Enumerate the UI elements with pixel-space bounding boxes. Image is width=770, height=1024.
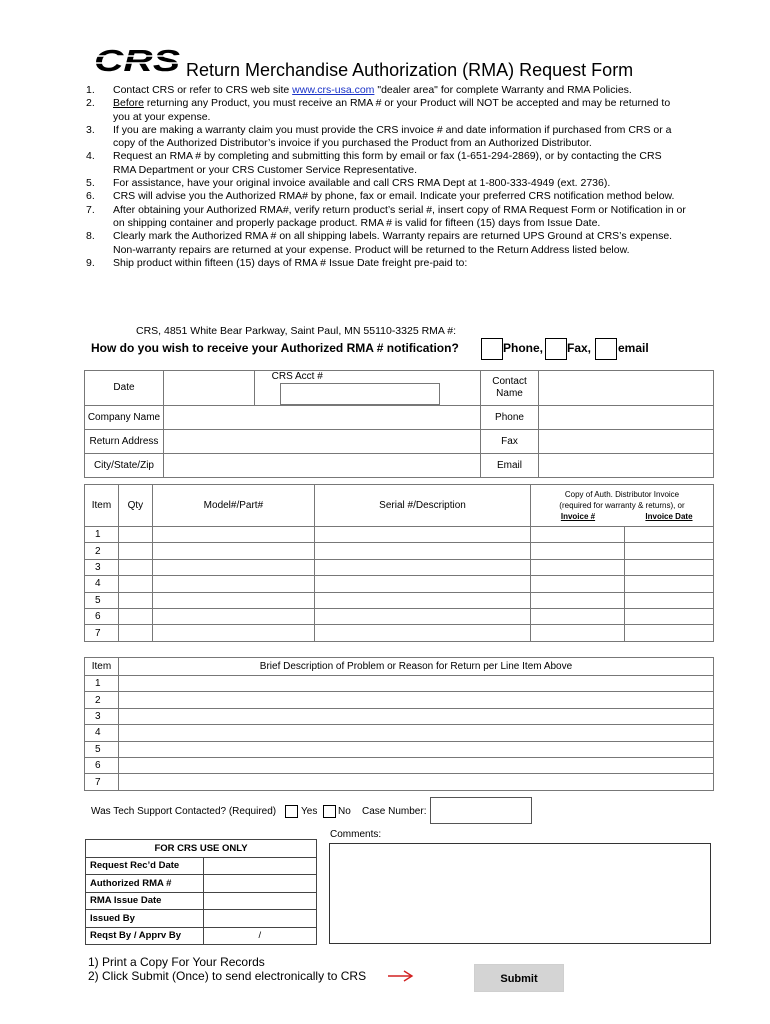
problem-item-number: 7 <box>85 774 119 790</box>
arrow-right-icon <box>388 970 414 982</box>
crs-field-input[interactable] <box>203 910 316 928</box>
fax-label: Fax <box>480 430 539 454</box>
contact-info-table <box>84 370 714 478</box>
invoice-date-input[interactable] <box>625 559 714 575</box>
submit-button[interactable]: Submit <box>474 964 564 992</box>
instruction-item: 7. After obtaining your Authorized RMA#, verify return product’s serial #, insert copy of RMA Request Form or Notification in or on shipping container and properly package product. RMA # is valid for fifteen (15) days from Issue Date. <box>86 203 686 229</box>
contact-name-label: Contact Name <box>480 371 539 406</box>
crs-acct-label: CRS Acct # <box>271 371 323 382</box>
item-number: 1 <box>85 527 119 543</box>
tech-support-no-checkbox[interactable] <box>323 805 336 818</box>
date-label: Date <box>85 371 164 406</box>
problem-description-input[interactable] <box>118 725 713 741</box>
crs-field-label: RMA Issue Date <box>86 892 204 910</box>
instruction-item: 3. If you are making a warranty claim you must provide the CRS invoice # and date information if purchased from CRS or a copy of the Authorized Distributor’s invoice if you purchased the Product from an Authorized Distributor. <box>86 123 672 150</box>
problem-description-input[interactable] <box>118 708 713 724</box>
crs-field-input[interactable]: / <box>203 927 316 945</box>
problem-description-input[interactable] <box>118 692 713 708</box>
qty-input[interactable] <box>118 608 152 624</box>
instruction-item: 1. Contact CRS or refer to CRS web site www.crs-usa.com "dealer area" for complete Warranty and RMA Policies. <box>86 84 632 96</box>
company-name-input[interactable] <box>163 406 480 430</box>
invoice-date-header: Invoice Date <box>645 512 693 521</box>
item-number: 2 <box>85 543 119 559</box>
case-number-label: Case Number: <box>362 806 427 817</box>
invoice-copy-header <box>530 485 713 527</box>
instruction-item: 8. Clearly mark the Authorized RMA # on all shipping labels. Warranty repairs are returned UPS Ground at CRS’s expense. Non-warranty repairs are returned at your expense. Product will be returned to the Return Address listed below. <box>86 230 673 256</box>
tech-support-yes-label: Yes <box>301 806 318 817</box>
crs-field-label: Authorized RMA # <box>86 875 204 893</box>
crs-field-label: Request Rec’d Date <box>86 857 204 875</box>
instruction-item: 6. CRS will advise you the Authorized RMA# by phone, fax or email. Indicate your preferred CRS notification method below. <box>86 190 675 203</box>
invoice-date-input[interactable] <box>625 608 714 624</box>
problem-table <box>84 657 714 791</box>
city-state-zip-label: City/State/Zip <box>85 454 164 478</box>
item-number: 6 <box>85 608 119 624</box>
serial-input[interactable] <box>315 559 531 575</box>
invoice-copy-title: Copy of Auth. Distributor Invoice <box>564 490 680 499</box>
item-number: 3 <box>85 559 119 575</box>
return-address-label: Return Address <box>85 430 164 454</box>
email-input[interactable] <box>539 454 714 478</box>
crs-field-label: Reqst By / Apprv By <box>86 927 204 945</box>
invoice-date-input[interactable] <box>625 527 714 543</box>
qty-input[interactable] <box>118 625 152 641</box>
fax-checkbox[interactable] <box>545 338 567 360</box>
fax-input[interactable] <box>539 430 714 454</box>
crs-field-input[interactable] <box>203 857 316 875</box>
problem-description-input[interactable] <box>118 676 713 692</box>
footer-step-1: 1) Print a Copy For Your Records <box>88 955 265 969</box>
qty-input[interactable] <box>118 592 152 608</box>
qty-input[interactable] <box>118 527 152 543</box>
crs-acct-cell <box>254 371 480 406</box>
crs-acct-input[interactable] <box>280 383 440 405</box>
invoice-date-input[interactable] <box>625 543 714 559</box>
phone-option-label: Phone, <box>503 341 544 355</box>
problem-item-number: 3 <box>85 708 119 724</box>
phone-label: Phone <box>480 406 539 430</box>
problem-item-number: 1 <box>85 676 119 692</box>
invoice-number-input[interactable] <box>530 559 625 575</box>
crs-website-link[interactable]: www.crs-usa.com <box>292 84 375 96</box>
svg-text:CRS: CRS <box>94 44 181 76</box>
serial-header: Serial #/Description <box>315 485 531 527</box>
serial-input[interactable] <box>315 625 531 641</box>
serial-input[interactable] <box>315 592 531 608</box>
crs-field-input[interactable] <box>203 875 316 893</box>
serial-input[interactable] <box>315 527 531 543</box>
serial-input[interactable] <box>315 576 531 592</box>
comments-label: Comments: <box>330 829 382 840</box>
instruction-item: 2. Before returning any Product, you must receive an RMA # or your Product will NOT be accepted and may be returned to you at your expense. <box>86 97 671 123</box>
fax-option-label: Fax, <box>567 341 592 355</box>
invoice-number-header: Invoice # <box>560 512 596 521</box>
problem-description-input[interactable] <box>118 741 713 757</box>
email-option-label: email <box>618 341 649 355</box>
instruction-item: 5. For assistance, have your original invoice available and call CRS RMA Dept at 1-800-333-4949 (ext. 2736). <box>86 177 611 190</box>
ship-address: CRS, 4851 White Bear Parkway, Saint Paul, MN 55110-3325 RMA #: <box>136 325 457 337</box>
instruction-item: 4. Request an RMA # by completing and submitting this form by email or fax (1-651-294-2869), or by contacting the CRS RMA Department or your CRS Customer Service Representative. <box>86 150 662 176</box>
phone-checkbox[interactable] <box>481 338 503 360</box>
invoice-number-input[interactable] <box>530 576 625 592</box>
serial-input[interactable] <box>315 543 531 559</box>
item-header: Item <box>85 485 119 527</box>
instruction-item: 9. Ship product within fifteen (15) days of RMA # Issue Date freight pre-paid to: <box>86 256 468 269</box>
tech-support-no-label: No <box>338 806 351 817</box>
invoice-copy-note: (required for warranty & returns), or <box>559 501 685 510</box>
qty-header: Qty <box>118 485 152 527</box>
notification-question: How do you wish to receive your Authorized RMA # notification? <box>91 341 459 355</box>
instructions-list <box>86 84 686 270</box>
qty-input[interactable] <box>118 559 152 575</box>
crs-use-only-title: FOR CRS USE ONLY <box>86 840 317 858</box>
tech-support-yes-checkbox[interactable] <box>285 805 298 818</box>
invoice-number-input[interactable] <box>530 625 625 641</box>
model-input[interactable] <box>152 608 314 624</box>
invoice-date-input[interactable] <box>625 592 714 608</box>
item-number: 5 <box>85 592 119 608</box>
model-header: Model#/Part# <box>152 485 314 527</box>
serial-input[interactable] <box>315 608 531 624</box>
footer-step-2: 2) Click Submit (Once) to send electronically to CRS <box>88 969 367 983</box>
invoice-date-input[interactable] <box>625 625 714 641</box>
model-input[interactable] <box>152 543 314 559</box>
city-state-zip-input[interactable] <box>163 454 480 478</box>
problem-item-header: Item <box>85 658 119 676</box>
crs-field-label: Issued By <box>86 910 204 928</box>
problem-description-input[interactable] <box>118 774 713 790</box>
invoice-number-input[interactable] <box>530 608 625 624</box>
invoice-date-input[interactable] <box>625 576 714 592</box>
company-name-label: Company Name <box>85 406 164 430</box>
email-label: Email <box>480 454 539 478</box>
return-address-input[interactable] <box>163 430 480 454</box>
qty-input[interactable] <box>118 543 152 559</box>
qty-input[interactable] <box>118 576 152 592</box>
model-input[interactable] <box>152 592 314 608</box>
tech-support-question: Was Tech Support Contacted? (Required) <box>91 806 277 817</box>
invoice-number-input[interactable] <box>530 543 625 559</box>
crs-use-only-table <box>85 839 317 945</box>
comments-textarea[interactable] <box>329 843 711 944</box>
item-number: 7 <box>85 625 119 641</box>
model-input[interactable] <box>152 625 314 641</box>
model-input[interactable] <box>152 576 314 592</box>
date-input[interactable] <box>163 371 254 406</box>
problem-item-number: 5 <box>85 741 119 757</box>
phone-input[interactable] <box>539 406 714 430</box>
crs-field-input[interactable] <box>203 892 316 910</box>
problem-item-number: 6 <box>85 757 119 773</box>
case-number-input[interactable] <box>430 797 532 824</box>
model-input[interactable] <box>152 527 314 543</box>
invoice-number-input[interactable] <box>530 527 625 543</box>
invoice-number-input[interactable] <box>530 592 625 608</box>
problem-item-number: 4 <box>85 725 119 741</box>
contact-name-input[interactable] <box>539 371 714 406</box>
crs-logo <box>92 44 182 76</box>
problem-description-input[interactable] <box>118 757 713 773</box>
form-title: Return Merchandise Authorization (RMA) Request Form <box>186 60 634 80</box>
email-checkbox[interactable] <box>595 338 617 360</box>
model-input[interactable] <box>152 559 314 575</box>
item-number: 4 <box>85 576 119 592</box>
problem-description-header: Brief Description of Problem or Reason for Return per Line Item Above <box>118 658 713 676</box>
problem-item-number: 2 <box>85 692 119 708</box>
items-table <box>84 484 714 642</box>
